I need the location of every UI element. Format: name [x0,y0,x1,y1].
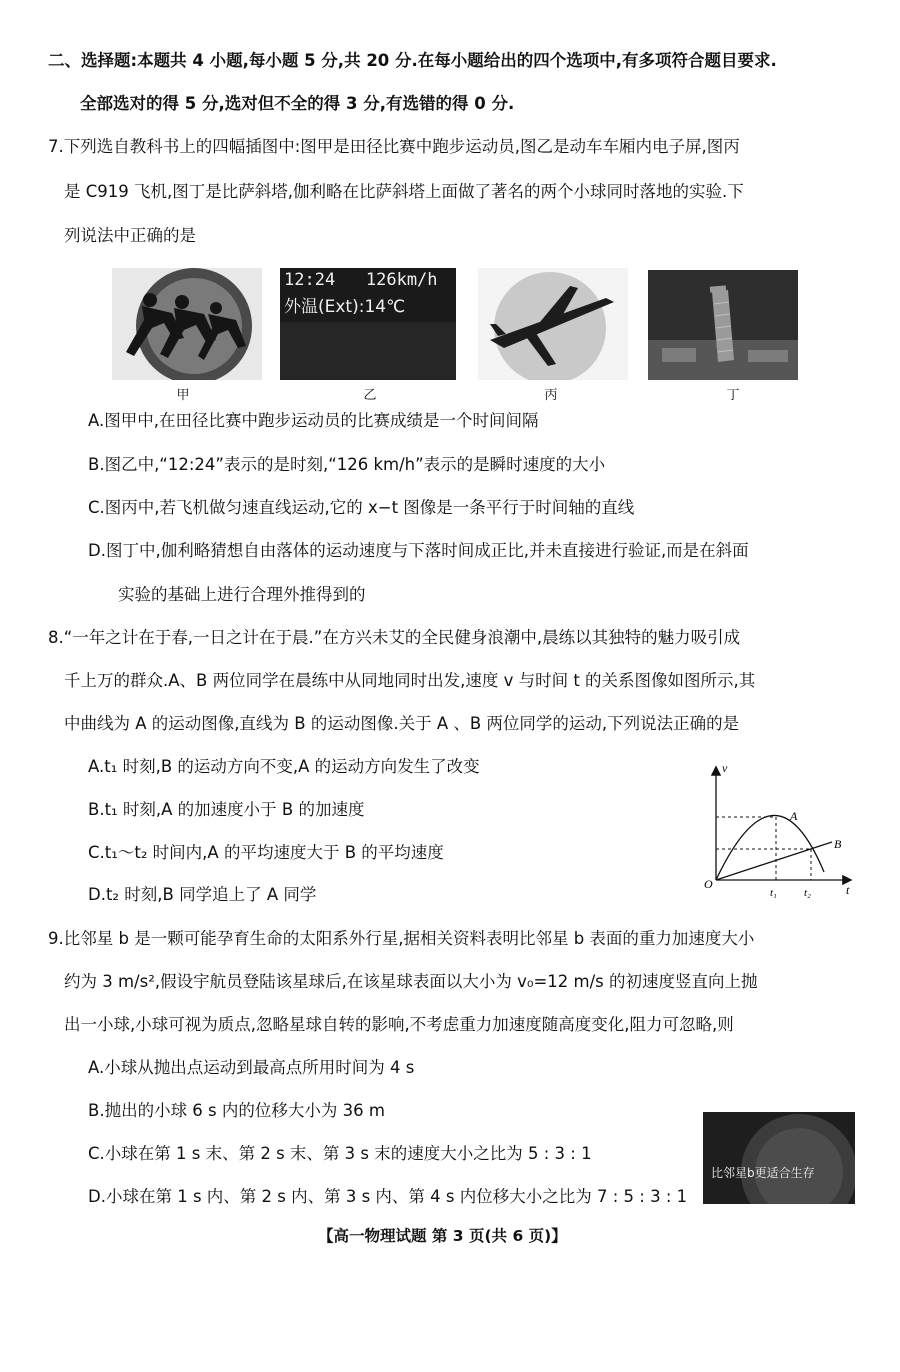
origin-label: O [704,877,713,891]
caption-bing: 丙 [544,388,558,403]
q8-option-b: B.t₁ 时刻,A 的加速度小于 B 的加速度 [88,800,365,819]
section-heading-line1: 二、选择题:本题共 4 小题,每小题 5 分,共 20 分.在每小题给出的四个选项中,有多项符合题目要求. [48,51,777,70]
tick-t1-label: t₁ [770,887,777,899]
q7-option-a: A.图甲中,在田径比赛中跑步运动员的比赛成绩是一个时间间隔 [88,411,539,430]
q7-option-d-line1: D.图丁中,伽利略猜想自由落体的运动速度与下落时间成正比,并未直接进行验证,而是在斜面 [88,541,749,560]
q7-stem-line1: 7.下列选自教科书上的四幅插图中:图甲是田径比赛中跑步运动员,图乙是动车车厢内电子屏,图丙 [48,137,740,156]
q9-stem-line1: 9.比邻星 b 是一颗可能孕育生命的太阳系外行星,据相关资料表明比邻星 b 表面的重力加速度大小 [48,929,755,948]
q9-option-a: A.小球从抛出点运动到最高点所用时间为 4 s [88,1058,415,1077]
q7-stem-line2: 是 C919 飞机,图丁是比萨斜塔,伽利略在比萨斜塔上面做了著名的两个小球同时落地的实验.下 [64,182,744,201]
vt-graph [700,760,860,900]
tick-t2-label: t₂ [804,887,811,899]
curve-a [716,815,824,880]
curve-a-label: A [790,809,798,823]
q9-stem-line3: 出一小球,小球可视为质点,忽略星球自转的影响,不考虑重力加速度随高度变化,阻力可忽略,则 [64,1015,734,1034]
q8-option-c: C.t₁～t₂ 时间内,A 的平均速度大于 B 的平均速度 [88,843,444,862]
q8-option-a: A.t₁ 时刻,B 的运动方向不变,A 的运动方向发生了改变 [88,757,480,776]
q9-stem-line2: 约为 3 m/s²,假设宇航员登陆该星球后,在该星球表面以大小为 v₀=12 m/s 的初速度竖直向上抛 [64,972,758,991]
screen-temperature: 外温(Ext):14℃ [284,297,406,317]
q7-option-d-line2: 实验的基础上进行合理外推得到的 [118,585,366,604]
q7-option-b: B.图乙中,“12:24”表示的是时刻,“126 km/h”表示的是瞬时速度的大小 [88,455,606,474]
pisa-tower-image [648,270,798,380]
q7-stem-line3: 列说法中正确的是 [64,226,196,245]
axis-v-label: v [722,761,728,775]
line-b-label: B [834,837,842,851]
train-screen-image [280,268,456,380]
screen-time-speed: 12:24 126km/h [284,270,438,290]
q9-option-b: B.抛出的小球 6 s 内的位移大小为 36 m [88,1101,385,1120]
proxima-b-caption: 比邻星b更适合生存 [711,1166,815,1180]
airplane-image [478,268,628,380]
q8-stem-line3: 中曲线为 A 的运动图像,直线为 B 的运动图像.关于 A 、B 两位同学的运动,下列说法正确的是 [64,714,740,733]
section-heading-line2: 全部选对的得 5 分,选对但不全的得 3 分,有选错的得 0 分. [80,94,515,113]
q7-option-c: C.图丙中,若飞机做匀速直线运动,它的 x−t 图像是一条平行于时间轴的直线 [88,498,635,517]
caption-jia: 甲 [176,388,190,403]
page-footer: 【高一物理试题 第 3 页(共 6 页)】 [318,1227,567,1245]
q9-option-c: C.小球在第 1 s 末、第 2 s 末、第 3 s 末的速度大小之比为 5 : 3 : 1 [88,1144,592,1163]
q9-option-d: D.小球在第 1 s 内、第 2 s 内、第 3 s 内、第 4 s 内位移大小之比为 7 : 5 : 3 : 1 [88,1187,688,1206]
proxima-b-image [703,1112,855,1204]
axis-t-label: t [846,883,850,897]
sprinters-image [112,268,262,380]
q8-option-d: D.t₂ 时刻,B 同学追上了 A 同学 [88,885,317,904]
q8-stem-line1: 8.“一年之计在于春,一日之计在于晨.”在方兴未艾的全民健身浪潮中,晨练以其独特的魅力吸引成 [48,628,741,647]
caption-ding: 丁 [726,388,740,403]
q8-stem-line2: 千上万的群众.A、B 两位同学在晨练中从同地同时出发,速度 v 与时间 t 的关系图像如图所示,其 [64,671,756,690]
caption-yi: 乙 [363,388,377,403]
